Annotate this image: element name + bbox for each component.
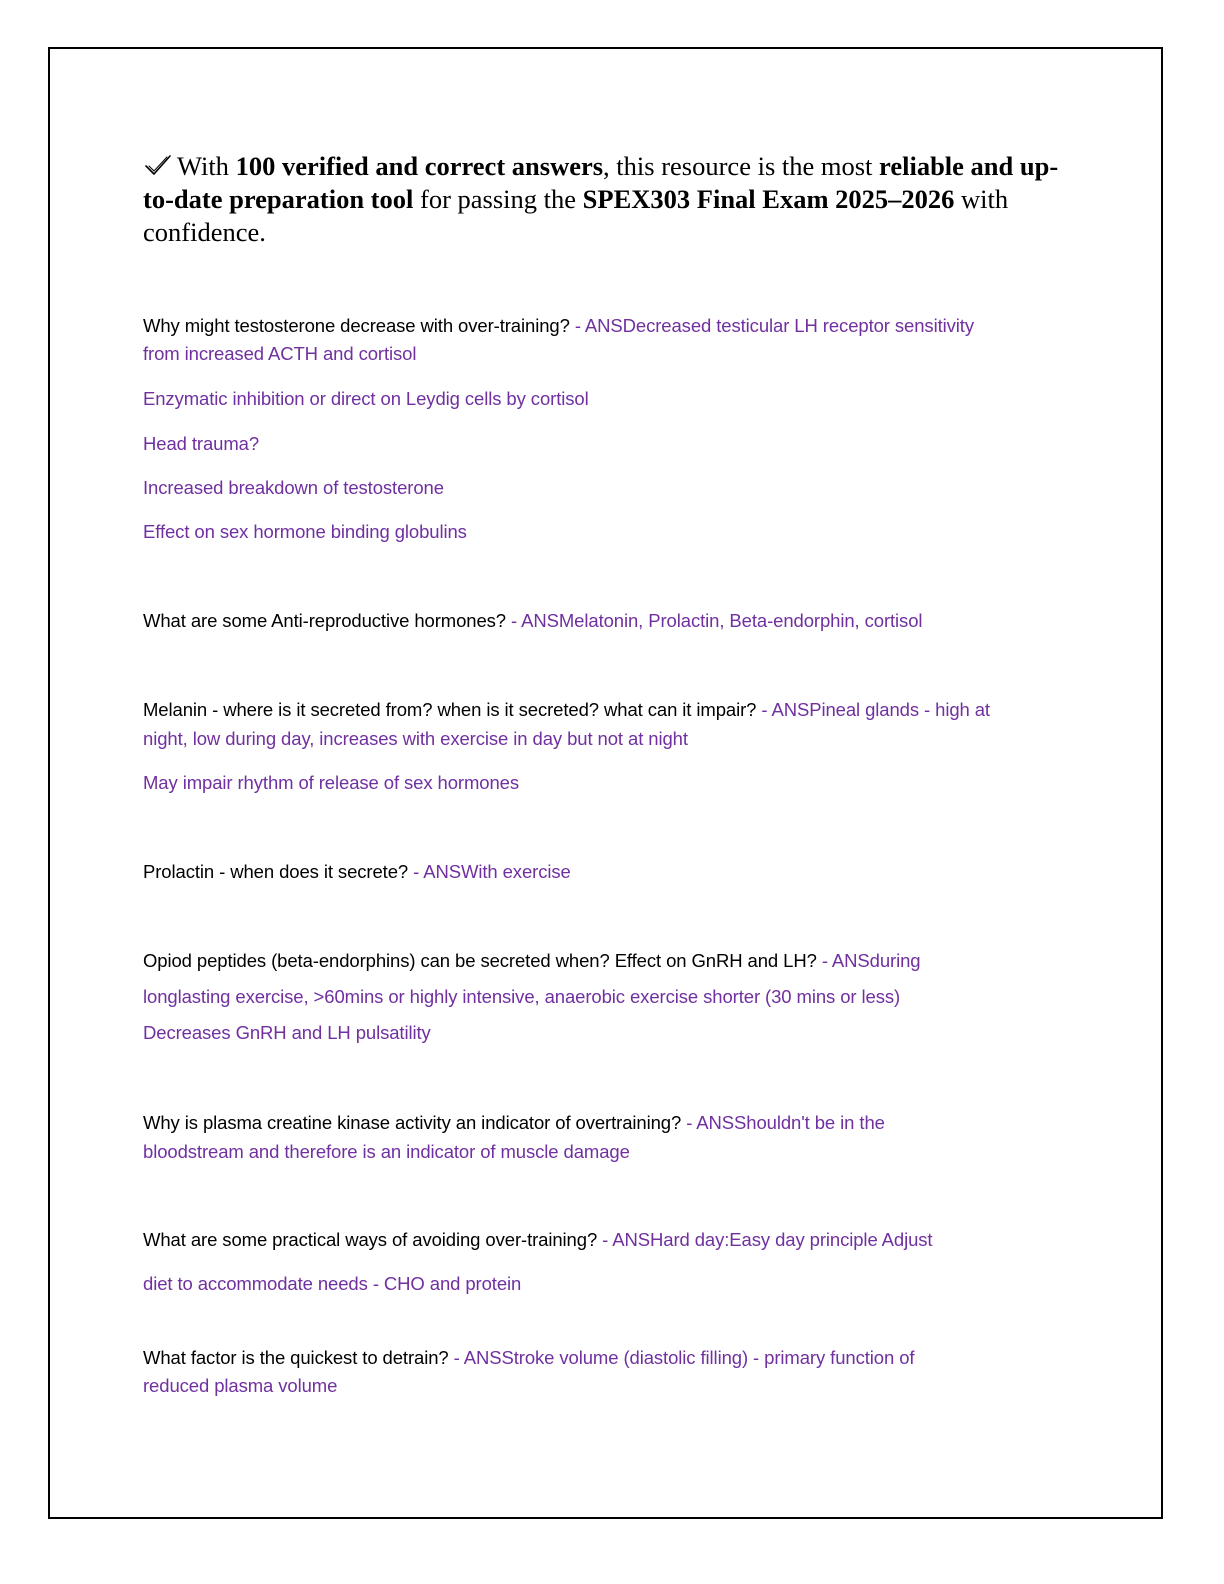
answer-8-part-2: reduced plasma volume bbox=[143, 1375, 338, 1396]
answer-1-part-4: Head trauma? bbox=[143, 433, 260, 454]
answer-4-part-1: - ANSWith exercise bbox=[413, 861, 571, 882]
question-7: What are some practical ways of avoiding over-training? bbox=[143, 1229, 603, 1250]
question-5: Opiod peptides (beta-endorphins) can be secreted when? Effect on GnRH and LH? bbox=[143, 950, 822, 971]
answer-6-part-1: - ANSShouldn't be in the bbox=[686, 1112, 885, 1133]
check-icon bbox=[143, 153, 173, 177]
intro-text-3: for passing the bbox=[413, 184, 583, 214]
qa-item-4-line-1 bbox=[143, 860, 571, 884]
intro-bold-3: SPEX303 Final Exam 2025–2026 bbox=[582, 184, 955, 214]
question-2: What are some Anti-reproductive hormones? bbox=[143, 610, 512, 631]
qa-item-2-line-1 bbox=[143, 609, 922, 633]
answer-1-part-3: Enzymatic inhibition or direct on Leydig cells by cortisol bbox=[143, 388, 589, 409]
intro-bold-1: 100 verified and correct answers bbox=[235, 151, 604, 181]
answer-3-part-3: May impair rhythm of release of sex hormones bbox=[143, 772, 520, 793]
question-8: What factor is the quickest to detrain? bbox=[143, 1347, 454, 1368]
answer-8-part-1: - ANSStroke volume (diastolic filling) - primary function of bbox=[453, 1347, 915, 1368]
question-3: Melanin - where is it secreted from? when is it secreted? what can it impair? bbox=[143, 699, 762, 720]
intro-bold-2: reliable and up-to-date preparation tool bbox=[143, 151, 1059, 214]
answer-5-part-2: longlasting exercise, >60mins or highly intensive, anaerobic exercise shorter (30 mins or less) bbox=[143, 986, 901, 1007]
qa-item-1-line-1 bbox=[143, 314, 974, 338]
qa-item-8-line-1 bbox=[143, 1346, 914, 1370]
answer-5-part-1: - ANSduring bbox=[821, 950, 921, 971]
question-4: Prolactin - when does it secrete? bbox=[143, 861, 414, 882]
answer-5-part-3: Decreases GnRH and LH pulsatility bbox=[143, 1022, 431, 1043]
intro-text-1: With bbox=[177, 151, 236, 181]
answer-7-part-2: diet to accommodate needs - CHO and protein bbox=[143, 1273, 522, 1294]
intro-text-2: , this resource is the most bbox=[603, 151, 880, 181]
answer-1-part-6: Effect on sex hormone binding globulins bbox=[143, 521, 467, 542]
intro-text-4: with confidence. bbox=[143, 184, 1009, 247]
answer-3-part-2: night, low during day, increases with exercise in day but not at night bbox=[143, 728, 688, 749]
qa-item-7-line-1 bbox=[143, 1228, 932, 1252]
answer-6-part-2: bloodstream and therefore is an indicator of muscle damage bbox=[143, 1141, 630, 1162]
question-1: Why might testosterone decrease with over-training? bbox=[143, 315, 575, 336]
question-6: Why is plasma creatine kinase activity an indicator of overtraining? bbox=[143, 1112, 687, 1133]
intro-paragraph bbox=[143, 150, 1073, 249]
qa-item-6-line-1 bbox=[143, 1111, 885, 1135]
answer-7-part-1: - ANSHard day:Easy day principle Adjust bbox=[602, 1229, 933, 1250]
qa-item-3-line-1 bbox=[143, 698, 990, 722]
qa-item-5-line-1 bbox=[143, 949, 921, 973]
answer-2-part-1: - ANSMelatonin, Prolactin, Beta-endorphin, cortisol bbox=[511, 610, 923, 631]
answer-1-part-1: - ANSDecreased testicular LH receptor sensitivity bbox=[574, 315, 974, 336]
answer-3-part-1: - ANSPineal glands - high at bbox=[761, 699, 990, 720]
answer-1-part-2: from increased ACTH and cortisol bbox=[143, 343, 417, 364]
answer-1-part-5: Increased breakdown of testosterone bbox=[143, 477, 444, 498]
